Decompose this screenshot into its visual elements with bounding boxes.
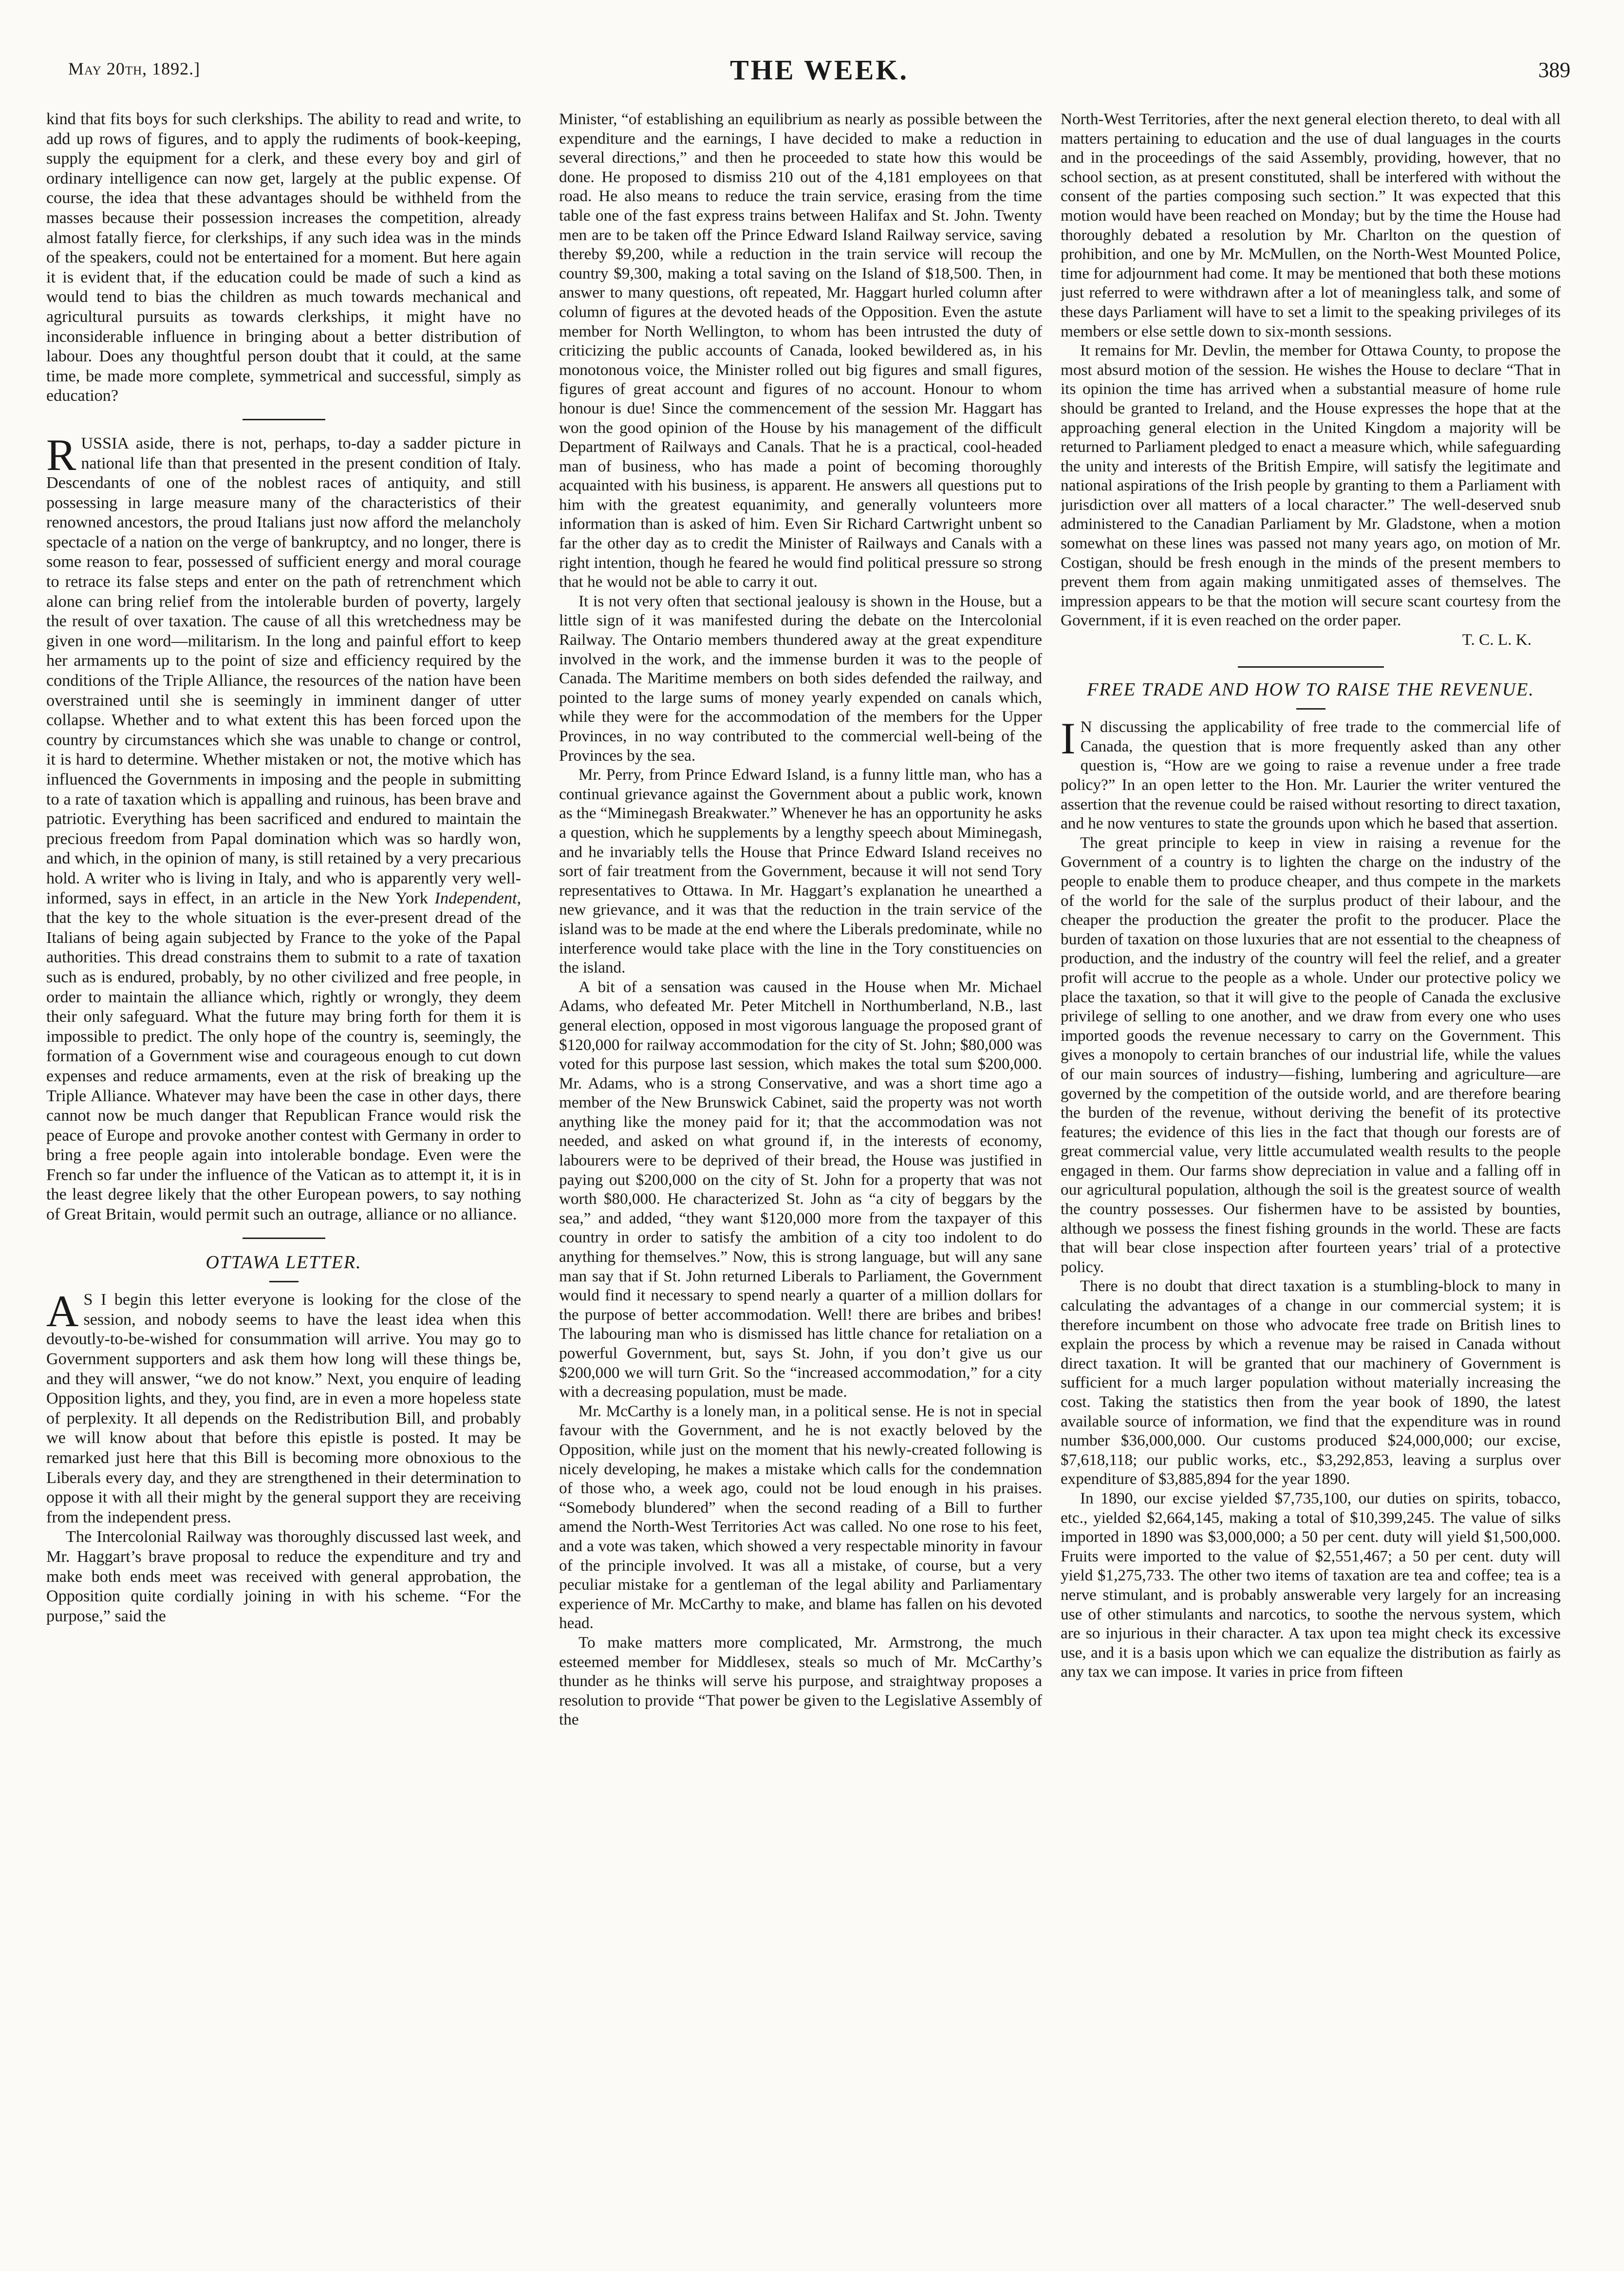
column-1 <box>46 110 521 2238</box>
title-rule <box>1296 708 1325 710</box>
northwest-paragraph: North-West Territories, after the next general election thereto, to deal with all matters pertaining to education and the use of dual languages in the courts and in the proceedings of the said Assembly, providing, however, that no school section, as at present constituted, shall be interfered with without the consent of the parties composing such section.” It was expected that this motion would have been reached on Monday; but by the time the House had thoroughly debated a resolution by Mr. Charlton on the question of prohibition, and one by Mr. McMullen, on the North-West Mounted Police, time for adjournment had come. It may be mentioned that both these motions just referred to were withdrawn after a lot of meaningless talk, and some of these days Parliament will have to set a limit to the speaking privileges of its members or else settle down to six-month sessions. <box>1061 110 1561 340</box>
free-trade-paragraph-1: I N discussing the applicability of free trade to the commercial life of Canada, the question that is more frequently asked than any other question is, “How are we going to raise a revenue under a free trade policy?” In an open letter to the Hon. Mr. Laurier the writer ventured the assertion that the revenue could be raised without resorting to direct taxation, and he now ventures to state the grounds upon which he based that assertion. <box>1061 713 1561 833</box>
ottawa-letter-title: OTTAWA LETTER. <box>205 1252 362 1273</box>
education-paragraph: kind that fits boys for such clerkships. The ability to read and write, to add up rows of figures, and to apply the rudiments of book-keeping, supply the equipment for a clerk, and these every boy and girl of ordinary intelligence can now get, largely at the public expense. Of course, the idea that these advantages should be withheld from the masses because their possession increases the competition, already almost fatally fierce, for clerkships, if any such idea was in the minds of the speakers, could not be entertained for a moment. But here again it is evident that, if the education could be made of such a kind as would tend to bias the children as much towards mechanical and agricultural pursuits as towards clerkships, it might have no inconsiderable influence in bringing about a better distribution of labour. Does any thoughtful person doubt that it could, at the same time, be made more complete, symmetrical and successful, simply as education? <box>46 110 521 405</box>
column-3 <box>1061 110 1561 2238</box>
free-trade-paragraph-3: There is no doubt that direct taxation is a stumbling-block to many in calculating the advantages of a change in our commercial system; it is therefore incumbent on those who advocate free trade on British lines to explain the process by which a revenue may be raised in Canada without direct taxation. It will be granted that our machinery of Government is sufficient for a much larger population without materially increasing the cost. Taking the statistics then from the year book of 1890, the latest available source of information, we find that the expenditure was in round number $36,000,000. Our customs produced $24,000,000; our excise, $7,618,118; our public works, etc., $3,292,853, leaving a surplus over expenditure of $3,885,894 for the year 1890. <box>1061 1277 1561 1488</box>
section-divider <box>1238 666 1384 668</box>
haggart-paragraph: Minister, “of establishing an equilibrium as nearly as possible between the expenditure and the earnings, I have decided to make a reduction in several directions,” and then he proceeded to state how this would be done. He proposed to dismiss 210 out of the 4,181 employees on that road. He also means to reduce the train service, erasing from the time table one of the fast express trains between Halifax and St. John. Twenty men are to be taken off the Prince Edward Island Railway service, saving thereby $9,200, while a reduction in the train service will recoup the country $9,300, making a total saving on the Island of $18,500. Then, in answer to many questions, oft repeated, Mr. Haggart hurled column after column of figures at the devoted heads of the Opposition. Even the astute member for North Wellington, to whom has been intrusted the duty of criticizing the public accounts of Canada, looked bewildered as, in his monotonous voice, the Minister rolled out big figures and small figures, figures of great account and figures of no account. Honour to whom honour is due! Since the commencement of the session Mr. Haggart has won the good opinion of the House by his management of the difficult Department of Railways and Canals. That he is a practical, cool-headed man of business, who has made a point of becoming thoroughly acquainted with his business, is apparent. He answers all questions put to him with the greatest equanimity, and generally volunteers more information than is asked of him. Even Sir Richard Cartwright unbent so far the other day as to credit the Minister of Railways and Canals with a right intention, though he feared he would find political pressure so strong that he would not be able to carry it out. <box>559 110 1042 591</box>
drop-cap-r: R <box>46 430 76 480</box>
italy-paragraph: RUSSIA aside, there is not, perhaps, to-day a sadder picture in national life than that presented in the present condition of Italy. Descendants of one of the noblest races of antiquity, and still possessing in large measure many of the characteristics of their renowned ancestors, the proud Italians just now afford the melancholy spectacle of a nation on the verge of bankruptcy, and no longer, there is some reason to fear, possessed of sufficient energy and moral courage to retrace its false steps and enter on the path of retrenchment which alone can bring relief from the intolerable burden of poverty, largely the result of over taxation. The cause of all this wretchedness may be given in one word—militarism. In the long and painful effort to keep her armaments up to the point of size and efficiency required by the conditions of the Triple Alliance, the resources of the nation have been overstrained until she is seemingly in imminent danger of utter collapse. Whether and to what extent this has been forced upon the country by circumstances which she was unable to change or control, it is hard to determine. Whether mistaken or not, the motive which has influenced the Governments in imposing and the people in submitting to a rate of taxation which is appalling and ruinous, has been brave and patriotic. Everything has been sacrificed and endured to maintain the precious freedom from Papal domination which was so hardly won, and which, in the opinion of many, is still retained by a very precarious hold. A writer who is living in Italy, and who is apparently very well-informed, says in effect, in an article in the New York Independent, that the key to the whole situation is the ever-present dread of the Italians of being again subjected by France to the yoke of the Papal authorities. This dread constrains them to submit to a rate of taxation such as is endured, probably, by no other civilized and free people, in order to maintain the alliance which, rightly or wrongly, they deem their only safeguard. What the future may bring forth for them it is impossible to predict. The only hope of the country is, seemingly, the formation of a Government wise and courageous enough to cut down expenses and reduce armaments, even at the risk of breaking up the Triple Alliance. Whatever may have been the case in other days, there cannot now be much danger that Republican France would risk the peace of Europe and provoke another contest with Germany in order to bring a free people again into intolerable bondage. Even were the French so far under the influence of the Vatican as to attempt it, it is in the least degree likely that the other European powers, to say nothing of Great Britain, would permit such an outrage, alliance or no alliance. <box>46 430 521 1224</box>
issue-date: May 20th, 1892.] <box>68 59 201 78</box>
ottawa-paragraph-1: A S I begin this letter everyone is looking for the close of the session, and nobody seems to have the least idea when this devoutly-to-be-wished for consummation will arrive. You may go to Government supporters and ask them how long will these things be, and they will answer, “we do not know.” Next, you enquire of leading Opposition lights, and they, you find, are in even a more hopeless state of perplexity. It all depends on the Redistribution Bill, and probably we will know about that before this epistle is posted. It may be remarked just here that this Bill is becoming more obnoxious to the Liberals every day, and they are strengthened in their determination to oppose it with all their might by the general support they are receiving from the independent press. <box>46 1286 521 1526</box>
free-trade-title: FREE TRADE AND HOW TO RAISE THE REVENUE. <box>1087 679 1534 700</box>
title-rule <box>269 1281 299 1282</box>
newspaper-name: Independent <box>434 889 517 907</box>
adams-paragraph: A bit of a sensation was caused in the House when Mr. Michael Adams, who defeated Mr. Peter Mitchell in Northumberland, N.B., last general election, opposed in most vigorous language the proposed grant of $120,000 for railway accommodation for the city of St. John; $80,000 was voted for this purpose last session, which makes the total sum $200,000. Mr. Adams, who is a strong Conservative, and was a short time ago a member of the New Brunswick Cabinet, said the property was not worth anything like the money paid for it; that the accommodation was not needed, and asked on what ground if, in the interests of economy, labourers were to be deprived of their bread, the House was justified in paying out $200,000 on the city of St. John for a property that was not worth $80,000. He characterized St. John as “a city of beggars by the sea,” and added, “they want $120,000 more from the taxpayer of this country in order to satisfy the ambition of a city too indolent to do anything for themselves.” Now, this is strong language, but will any sane man say that if St. John returned Liberals to Parliament, the Government would find it necessary to spend nearly a quarter of a million dollars for the purpose of better accommodation. Well! there are bribes and bribes! The labouring man who is dismissed has little chance for retaliation on a powerful Government, but, says St. John, if you don’t give us our $200,000 we will turn Grit. So the “increased accommodation,” for a city with a decreasing population, must be made. <box>559 977 1042 1401</box>
armstrong-paragraph: To make matters more complicated, Mr. Armstrong, the much esteemed member for Middlesex, steals so much of Mr. McCarthy’s thunder as he thinks will serve his purpose, and straightway proposes a resolution to provide “That power be given to the Legislative Assembly of the <box>559 1633 1042 1729</box>
free-trade-paragraph-2: The great principle to keep in view in raising a revenue for the Government of a country is to lighten the charge on the industry of the people to enable them to produce cheaper, and thus compete in the markets of the world for the sale of the surplus product of their labour, and the cheaper the production the greater the profit to the producer. Place the burden of taxation on those luxuries that are not essential to the cheapness of production, and the industry of the country will feel the relief, and a greater profit will accrue to the people as a whole. Under our protective policy we place the taxation, so that it will give to the people of Canada the exclusive privilege of selling to one another, and we draw from every one who uses imported goods the revenue necessary to carry on the Government. This gives a monopoly to certain branches of our industrial life, while the values of our main sources of industry—fishing, lumbering and agriculture—are governed by the competition of the outside world, and are therefore bearing the burden of the revenue, without deriving the benefit of its protective features; the evidence of this lies in the fact that though our forests are of great commercial value, very little accumulated wealth results to the people engaged in them. Our farms show depreciation in value and a falling off in our agricultural population, although the soil is the greatest source of wealth the country possesses. Our fishermen have to be assisted by bounties, although we possess the finest fishing grounds in the world. These are facts that will bear close inspection after fourteen years’ trial of a protective policy. <box>1061 833 1561 1276</box>
mccarthy-paragraph: Mr. McCarthy is a lonely man, in a political sense. He is not in special favour with the Government, and he is not exactly beloved by the Opposition, while just on the moment that his newly-created following is nicely developing, he makes a mistake which calls for the condemnation of those who, a week ago, could not be loud enough in his praises. “Somebody blundered” when the second reading of a Bill to further amend the North-West Territories Act was called. No one rose to his feet, and a vote was taken, which showed a very respectable minority in favour of the principle involved. It was all a mistake, of course, but a very peculiar mistake for a gentleman of the legal ability and Parliamentary experience of Mr. McCarthy to make, and blame has fallen on his devoted head. <box>559 1402 1042 1633</box>
publication-title: THE WEEK. <box>730 54 909 86</box>
free-trade-paragraph-4: In 1890, our excise yielded $7,735,100, our duties on spirits, tobacco, etc., yielded $2,664,145, making a total of $10,399,245. The value of silks imported in 1890 was $3,000,000; a 50 per cent. duty will yield $1,500,000. Fruits were imported to the value of $2,551,467; a 50 per cent. duty will yield $1,275,733. The other two items of taxation are tea and coffee; tea is a nerve stimulant, and is probably answerable very largely for an increasing use of other stimulants and narcotics, to soothe the nervous system, which are so injurious in their character. A tax upon tea might check its excessive use, and it is a basis upon which we can equalize the distribution as fairly as any tax we can impose. It varies in price from fifteen <box>1061 1489 1561 1681</box>
jealousy-paragraph: It is not very often that sectional jealousy is shown in the House, but a little sign of it was manifested during the debate on the Intercolonial Railway. The Ontario members thundered away at the great expenditure involved in the work, and the immense burden it was to the people of Canada. The Maritime members on both sides defended the railway, and pointed to the large sums of money yearly expended on canals which, while they were for the accommodation of the members for the Upper Provinces, in no way contributed to the commercial well-being of the Provinces by the sea. <box>559 592 1042 765</box>
section-divider <box>243 1238 325 1239</box>
ottawa-paragraph-2: The Intercolonial Railway was thoroughly discussed last week, and Mr. Haggart’s brave proposal to reduce the expenditure and try and make both ends meet was received with general approbation, the Opposition quite cordially joining in with his scheme. “For the purpose,” said the <box>46 1528 521 1625</box>
column-2 <box>559 110 1042 2238</box>
drop-cap-a: A <box>46 1286 79 1336</box>
author-signature: T. C. L. K. <box>1462 631 1531 649</box>
drop-cap-i: I <box>1061 713 1076 764</box>
devlin-paragraph: It remains for Mr. Devlin, the member for Ottawa County, to propose the most absurd motion of the session. He wishes the House to declare “That in its opinion the time has arrived when a substantial measure of home rule should be granted to Ireland, and the House expresses the hope that at the approaching general election in the United Kingdom a majority will be returned to Parliament pledged to enact a measure which, while safeguarding the unity and interests of the British Empire, will satisfy the legitimate and national aspirations of the Irish people by granting to them a Parliament with jurisdiction over all matters of a local character.” The well-deserved snub administered to the Canadian Parliament by Mr. Gladstone, when a motion somewhat on these lines was passed not many years ago, on motion of Mr. Costigan, should be fresh enough in the minds of the present members to prevent them from again making unmitigated asses of themselves. The impression appears to be that the motion will secure scant courtesy from the Government, if it is even reached on the order paper. <box>1061 341 1561 630</box>
page-header <box>68 54 1570 88</box>
perry-paragraph: Mr. Perry, from Prince Edward Island, is a funny little man, who has a continual grievance against the Government about a public work, known as the “Miminegash Breakwater.” Whenever he has an opportunity he asks a question, which he supplements by a lengthy speech about Miminegash, and he invariably tells the House that Prince Edward Island receives no sort of fair treatment from the Government, because it will not send Tory representatives to Ottawa. In Mr. Haggart’s explanation he unearthed a new grievance, and it was that the reduction in the train service of the island was to be made at the end where the Liberals predominate, while no interference would take place with the line in the Tory constituencies on the island. <box>559 766 1042 977</box>
section-divider <box>243 419 325 420</box>
page-number: 389 <box>1538 58 1570 82</box>
